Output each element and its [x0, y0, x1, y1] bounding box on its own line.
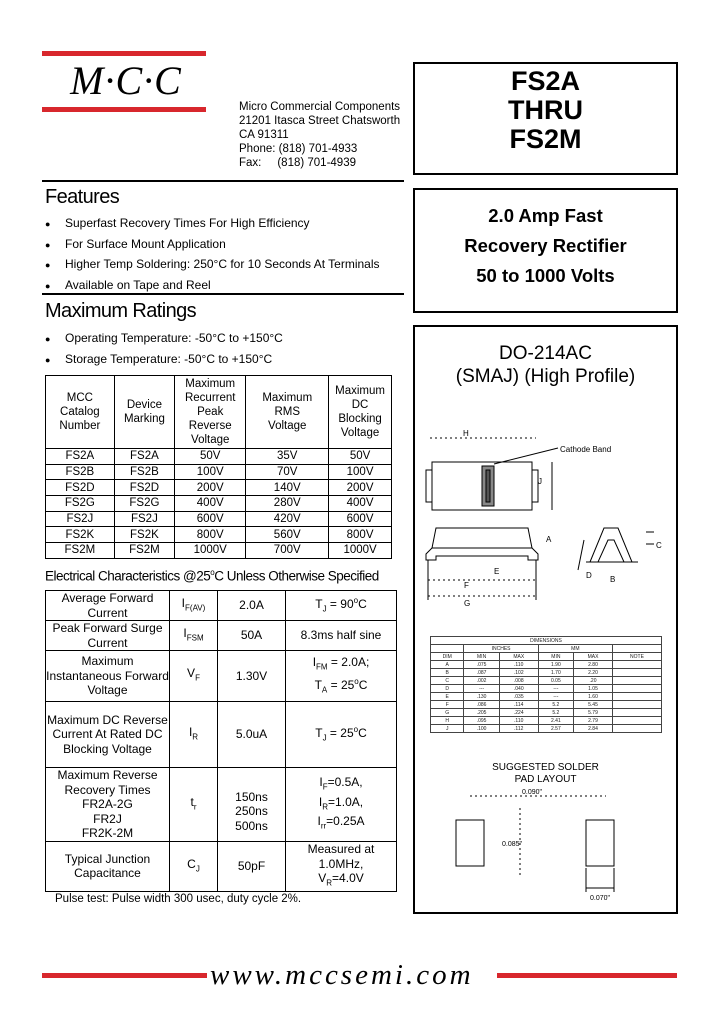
dim-cell: .205: [464, 709, 499, 717]
dim-cell: F: [431, 701, 464, 709]
value-cell: 150ns 250ns 500ns: [218, 768, 286, 842]
param-cell: Maximum DC Reverse Current At Rated DC Blocking Voltage: [46, 702, 170, 768]
cond-cell: $I_F=0.5A$, $I_R=1.0A$, $I_{rr}=0.25A$: [286, 768, 397, 842]
cond-cell: $T_J = 25^oC$: [286, 702, 397, 768]
dim-cell: .095: [464, 717, 499, 725]
table-cell: 35V: [246, 449, 329, 465]
footer-bar-right: [497, 973, 677, 978]
dim-label-g: G: [464, 599, 471, 608]
dim-cell: [612, 669, 661, 677]
table-row: [46, 449, 392, 465]
package-outline-drawing: [418, 420, 674, 625]
table-row: [46, 480, 392, 496]
dim-label-a: A: [546, 535, 552, 544]
table-row: [46, 842, 397, 892]
solder-pad-drawing: [440, 784, 640, 904]
bullet-icon: ●: [45, 239, 51, 250]
table-cell: 600V: [329, 511, 392, 527]
dim-cell: [612, 685, 661, 693]
dim-cell: 1.60: [574, 693, 613, 701]
table-cell: 1000V: [175, 543, 246, 559]
dim-row: [431, 693, 662, 701]
dim-cell: [612, 677, 661, 685]
feature-item: ● Higher Temp Soldering: 250°C for 10 Seconds At Terminals: [45, 255, 380, 276]
pulse-note: Pulse test: Pulse width 300 usec, duty cycle 2%.: [55, 893, 302, 905]
rating-item: ● Storage Temperature: -50°C to +150°C: [45, 350, 283, 371]
desc-line-1: 2.0 Amp Fast: [488, 205, 603, 226]
dim-row: [431, 709, 662, 717]
features-heading: Features: [45, 186, 120, 208]
value-cell: 1.30V: [218, 651, 286, 702]
company-fax: Fax: (818) 701-4939: [239, 157, 356, 169]
symbol-cell: $t_r$: [170, 768, 218, 842]
table-cell: 1000V: [329, 543, 392, 559]
part-thru: THRU: [508, 95, 583, 125]
ratings-table: [45, 375, 392, 559]
table-row: [46, 511, 392, 527]
param-cell: Typical Junction Capacitance: [46, 842, 170, 892]
dim-cell: [612, 693, 661, 701]
table-cell: 50V: [329, 449, 392, 465]
dim-cell: 2.20: [574, 669, 613, 677]
description-box: [413, 188, 678, 313]
dim-cell: ---: [538, 693, 573, 701]
dim-cell: 5.2: [538, 709, 573, 717]
table-cell: 400V: [329, 496, 392, 512]
dim-cell: 5.45: [574, 701, 613, 709]
symbol-cell: $I_{F(AV)}$: [170, 591, 218, 621]
dim-cell: .002: [464, 677, 499, 685]
table-cell: 800V: [329, 527, 392, 543]
dim-label-b: B: [610, 575, 616, 584]
dim-row: [431, 717, 662, 725]
dim-cell: .130: [464, 693, 499, 701]
table-cell: FS2B: [46, 464, 115, 480]
dim-cell: .035: [499, 693, 538, 701]
dim-cell: G: [431, 709, 464, 717]
param-cell: Maximum Reverse Recovery Times FR2A-2G FR2J FR2K-2M: [46, 768, 170, 842]
bullet-icon: ●: [45, 354, 51, 365]
table-cell: FS2A: [46, 449, 115, 465]
dim-cell: [612, 701, 661, 709]
dim-cell: 2.79: [574, 717, 613, 725]
col-header: Maximum RMS Voltage: [246, 376, 329, 449]
dim-cell: 5.2: [538, 701, 573, 709]
dim-cell: [612, 725, 661, 733]
dim-cell: .086: [464, 701, 499, 709]
electrical-heading: Electrical Characteristics @25$^o$C Unless Otherwise Specified: [45, 568, 379, 584]
dim-label-d: D: [586, 571, 592, 580]
dimensions-table: DIMENSIONS INCHES MM DIM MIN MAX MIN MAX NOTE A .075 .110 1.90 2.80 B .087 .102 1.70 2.20 C .002 .008 0.05 .20 D --- .040 --- 1.05 E .130 .035 --- 1.60 F .086 .114 5.2 5.45 G .205 .224 5.2 5.79 H .095 .110 2.41 2.79 J .100 .112 2.57 2.84: [430, 636, 662, 733]
dim-cell: 2.84: [574, 725, 613, 733]
dim-cell: 1.90: [538, 661, 573, 669]
table-cell: 400V: [175, 496, 246, 512]
desc-line-3: 50 to 1000 Volts: [476, 265, 615, 286]
cond-cell: Measured at 1.0MHz, $V_R=4.0V$: [286, 842, 397, 892]
company-street: 21201 Itasca Street Chatsworth: [239, 115, 401, 127]
dim-cell: B: [431, 669, 464, 677]
table-cell: 100V: [175, 464, 246, 480]
table-row: [46, 496, 392, 512]
table-cell: 700V: [246, 543, 329, 559]
bullet-icon: ●: [45, 280, 51, 291]
dim-cell: .075: [464, 661, 499, 669]
dim-cell: .110: [499, 661, 538, 669]
footer-url[interactable]: www.mccsemi.com: [210, 959, 474, 991]
dim-label-f: F: [464, 581, 469, 590]
dim-row: [431, 669, 662, 677]
value-cell: 2.0A: [218, 591, 286, 621]
cond-cell: $T_J = 90^oC$: [286, 591, 397, 621]
table-cell: 420V: [246, 511, 329, 527]
dim-label-j: J: [538, 477, 542, 486]
package-name: DO-214AC: [499, 343, 592, 364]
pad-dim-width: 0.090": [522, 789, 543, 796]
dim-cell: .110: [499, 717, 538, 725]
dim-cell: .087: [464, 669, 499, 677]
part-first: FS2A: [510, 66, 581, 96]
electrical-table: [45, 590, 397, 892]
dim-cell: 1.05: [574, 685, 613, 693]
table-cell: FS2K: [46, 527, 115, 543]
table-cell: 200V: [329, 480, 392, 496]
max-ratings-list: [45, 329, 283, 370]
dim-label-c: C: [656, 541, 662, 550]
col-header: MCC Catalog Number: [46, 376, 115, 449]
table-cell: 50V: [175, 449, 246, 465]
feature-item: ● For Surface Mount Application: [45, 235, 380, 256]
dim-cell: .008: [499, 677, 538, 685]
dim-cell: E: [431, 693, 464, 701]
dim-cell: [612, 717, 661, 725]
cond-cell: 8.3ms half sine: [286, 621, 397, 651]
pad-dim-gap: 0.070": [590, 895, 611, 902]
table-cell: 800V: [175, 527, 246, 543]
dim-cell: .224: [499, 709, 538, 717]
dim-cell: [612, 661, 661, 669]
company-name: Micro Commercial Components: [239, 101, 401, 113]
company-city: CA 91311: [239, 129, 289, 141]
table-row: [46, 702, 397, 768]
cond-cell: $I_{FM} = 2.0A$; $T_A = 25^oC$: [286, 651, 397, 702]
dim-cell: 5.79: [574, 709, 613, 717]
max-ratings-heading: Maximum Ratings: [45, 300, 197, 322]
dim-cell: .100: [464, 725, 499, 733]
dim-cell: .20: [574, 677, 613, 685]
table-cell: 70V: [246, 464, 329, 480]
desc-line-2: Recovery Rectifier: [464, 235, 627, 256]
table-cell: FS2B: [114, 464, 174, 480]
table-cell: 200V: [175, 480, 246, 496]
dim-cell: 2.41: [538, 717, 573, 725]
logo-bottom-bar: [42, 107, 206, 112]
pad-dim-height: 0.085": [502, 841, 523, 848]
dim-cell: H: [431, 717, 464, 725]
table-cell: 560V: [246, 527, 329, 543]
table-row: [46, 768, 397, 842]
table-row: [46, 621, 397, 651]
value-cell: 5.0uA: [218, 702, 286, 768]
table-cell: FS2J: [114, 511, 174, 527]
table-cell: 100V: [329, 464, 392, 480]
company-address: [239, 100, 400, 170]
solder-pad-title: SUGGESTED SOLDER PAD LAYOUT: [492, 762, 599, 785]
table-cell: FS2J: [46, 511, 115, 527]
table-cell: FS2D: [114, 480, 174, 496]
dim-label-e: E: [494, 567, 500, 576]
table-cell: 280V: [246, 496, 329, 512]
table-row: [46, 527, 392, 543]
dim-row: [431, 725, 662, 733]
part-last: FS2M: [509, 124, 582, 154]
dim-row: [431, 677, 662, 685]
symbol-cell: $V_F$: [170, 651, 218, 702]
logo-top-bar: [42, 51, 206, 56]
dim-cell: J: [431, 725, 464, 733]
table-row: [46, 543, 392, 559]
dim-cell: 1.70: [538, 669, 573, 677]
table-cell: FS2G: [114, 496, 174, 512]
rating-item: ● Operating Temperature: -50°C to +150°C: [45, 329, 283, 350]
units-inches: INCHES: [464, 645, 538, 653]
dimensions-table-wrap: [430, 636, 662, 733]
dim-cell: ---: [464, 685, 499, 693]
table-cell: FS2K: [114, 527, 174, 543]
param-cell: Peak Forward Surge Current: [46, 621, 170, 651]
dim-row: [431, 661, 662, 669]
bullet-icon: ●: [45, 219, 51, 229]
table-cell: 140V: [246, 480, 329, 496]
table-cell: 600V: [175, 511, 246, 527]
symbol-cell: $C_J$: [170, 842, 218, 892]
cathode-band-label: Cathode Band: [560, 445, 612, 454]
value-cell: 50pF: [218, 842, 286, 892]
dim-cell: 0.05: [538, 677, 573, 685]
bullet-icon: ●: [45, 334, 51, 344]
param-cell: Maximum Instantaneous Forward Voltage: [46, 651, 170, 702]
dim-cell: 2.57: [538, 725, 573, 733]
company-logo: M·C·C: [70, 58, 182, 103]
dim-label-h: H: [463, 429, 469, 438]
col-header: Maximum DC Blocking Voltage: [329, 376, 392, 449]
table-cell: FS2M: [114, 543, 174, 559]
table-cell: FS2D: [46, 480, 115, 496]
feature-item: ● Available on Tape and Reel: [45, 276, 380, 297]
dim-cell: .112: [499, 725, 538, 733]
dim-cell: 2.80: [574, 661, 613, 669]
company-phone: Phone: (818) 701-4933: [239, 143, 358, 155]
table-cell: FS2A: [114, 449, 174, 465]
ratings-rule: [42, 293, 404, 295]
dim-cell: .114: [499, 701, 538, 709]
dim-cell: [612, 709, 661, 717]
part-number-box: [413, 62, 678, 175]
footer-bar-left: [42, 973, 207, 978]
dim-cell: A: [431, 661, 464, 669]
dimensions-title: DIMENSIONS: [431, 637, 662, 645]
table-cell: FS2M: [46, 543, 115, 559]
dim-row: [431, 685, 662, 693]
col-header: Device Marking: [114, 376, 174, 449]
dim-cell: ---: [538, 685, 573, 693]
symbol-cell: $I_{FSM}$: [170, 621, 218, 651]
units-mm: MM: [538, 645, 612, 653]
features-list: [45, 214, 380, 296]
table-row: [46, 464, 392, 480]
symbol-cell: $I_R$: [170, 702, 218, 768]
dim-row: [431, 701, 662, 709]
col-header: Maximum Recurrent Peak Reverse Voltage: [175, 376, 246, 449]
dim-cell: .040: [499, 685, 538, 693]
table-row: [46, 591, 397, 621]
value-cell: 50A: [218, 621, 286, 651]
package-variant: (SMAJ) (High Profile): [455, 366, 636, 387]
table-row: [46, 651, 397, 702]
feature-item: ● Superfast Recovery Times For High Efficiency: [45, 214, 380, 235]
param-cell: Average Forward Current: [46, 591, 170, 621]
dim-cell: C: [431, 677, 464, 685]
features-rule: [42, 180, 404, 182]
table-cell: FS2G: [46, 496, 115, 512]
dim-cell: .102: [499, 669, 538, 677]
bullet-icon: ●: [45, 260, 51, 270]
dim-cell: D: [431, 685, 464, 693]
